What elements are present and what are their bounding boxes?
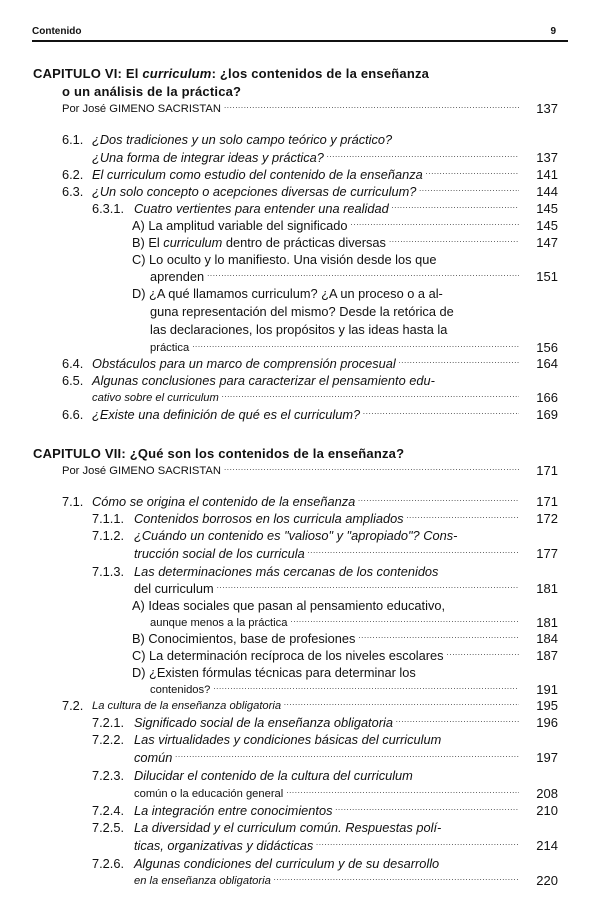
toc-page: 208 (536, 786, 558, 801)
toc-entry-cont: aunque menos a la práctica ..... (150, 614, 522, 632)
toc-page: 147 (536, 235, 558, 250)
toc-entry: 6.1. ¿Dos tradiciones y un solo campo teórico y práctico? (62, 132, 393, 147)
toc-page: 169 (536, 407, 558, 422)
toc-page: 151 (536, 269, 558, 284)
toc-entry-cont: ¿Una forma de integrar ideas y práctica? ..... (92, 149, 522, 167)
toc-entry: B) El curriculum dentro de prácticas diversas ..... (132, 234, 522, 252)
chapter-7-author: Por José GIMENO SACRISTAN (62, 465, 221, 477)
toc-page: 137 (536, 150, 558, 165)
toc-entry-cont: aprenden ..... (150, 268, 522, 286)
toc-entry-cont: trucción social de los curricula ..... (134, 545, 522, 563)
chapter-7-title: CAPITULO VII: ¿Qué son los contenidos de la enseñanza? (33, 446, 405, 461)
toc-entry: 7.2.5. La diversidad y el curriculum común. Respuestas polí- (92, 820, 442, 835)
toc-page: 195 (536, 698, 558, 713)
toc-entry: 6.3.1. Cuatro vertientes para entender una realidad ..... (92, 200, 522, 218)
chapter-6-title-line2: o un análisis de la práctica? (62, 84, 242, 99)
toc-page: 214 (536, 838, 558, 853)
toc-entry: 7.1. Cómo se origina el contenido de la enseñanza ..... (62, 493, 522, 511)
toc-page: 181 (536, 581, 558, 596)
toc-entry: 7.1.2. ¿Cuándo un contenido es "valioso" y "apropiado"? Cons- (92, 528, 458, 543)
toc-entry: 7.1.3. Las determinaciones más cercanas de los contenidos (92, 564, 439, 579)
toc-entry-cont: común o la educación general ..... (134, 785, 522, 803)
toc-entry: D) ¿A qué llamamos curriculum? ¿A un proceso o a al- (132, 286, 443, 301)
chapter-7-author-row (62, 462, 522, 480)
toc-entry: 7.2.6. Algunas condiciones del curriculum y de su desarrollo (92, 856, 440, 871)
header-section: Contenido (32, 26, 82, 37)
toc-entry: B) Conocimientos, base de profesiones ..... (132, 630, 522, 648)
toc-page: 184 (536, 631, 558, 646)
toc-entry-cont: guna representación del mismo? Desde la retórica de (150, 304, 454, 319)
toc-entry: 6.2. El curriculum como estudio del contenido de la enseñanza ..... (62, 166, 522, 184)
toc-entry: 7.2. La cultura de la enseñanza obligatoria ..... (62, 697, 522, 715)
toc-page: 145 (536, 218, 558, 233)
toc-entry: 6.6. ¿Existe una definición de qué es el curriculum? ..... (62, 406, 522, 424)
toc-entry: 7.1.1. Contenidos borrosos en los curricula ampliados ..... (92, 510, 522, 528)
chapter-6-author-page: 137 (536, 101, 558, 116)
toc-page: 171 (536, 494, 558, 509)
toc-entry-cont: contenidos? ..... (150, 681, 522, 699)
toc-page: 156 (536, 340, 558, 355)
chapter-6-author-row (62, 100, 522, 118)
toc-entry: C) Lo oculto y lo manifiesto. Una visión desde los que (132, 252, 437, 267)
toc-entry: A) Ideas sociales que pasan al pensamiento educativo, (132, 598, 446, 613)
toc-page: 177 (536, 546, 558, 561)
toc-page: 197 (536, 750, 558, 765)
toc-entry-cont: ticas, organizativas y didácticas ..... (134, 837, 522, 855)
toc-entry: D) ¿Existen fórmulas técnicas para determinar los (132, 665, 416, 680)
toc-entry: A) La amplitud variable del significado ..... (132, 217, 522, 235)
toc-entry: 7.2.2. Las virtualidades y condiciones básicas del curriculum (92, 732, 442, 747)
toc-entry: 7.2.1. Significado social de la enseñanza obligatoria ..... (92, 714, 522, 732)
toc-page: 172 (536, 511, 558, 526)
toc-entry: 6.4. Obstáculos para un marco de comprensión procesual ..... (62, 355, 522, 373)
toc-page: 141 (536, 167, 558, 182)
toc-page: 166 (536, 390, 558, 405)
toc-entry-cont: cativo sobre el curriculum ..... (92, 389, 522, 407)
toc-entry: C) La determinación recíproca de los niveles escolares ..... (132, 647, 522, 665)
toc-page: 145 (536, 201, 558, 216)
toc-entry-cont: del curriculum ..... (134, 580, 522, 598)
toc-page: 144 (536, 184, 558, 199)
toc-page: 187 (536, 648, 558, 663)
chapter-6-author: Por José GIMENO SACRISTAN (62, 103, 221, 115)
chapter-6-title: CAPITULO VI: El curriculum: ¿los contenidos de la enseñanza (33, 66, 430, 81)
toc-page: 181 (536, 615, 558, 630)
toc-page: 191 (536, 682, 558, 697)
toc-entry: 7.2.4. La integración entre conocimientos ..... (92, 802, 522, 820)
running-header (32, 26, 568, 42)
chapter-7-author-page: 171 (536, 463, 558, 478)
toc-page: 196 (536, 715, 558, 730)
toc-page: 164 (536, 356, 558, 371)
toc-entry: 6.5. Algunas conclusiones para caracterizar el pensamiento edu- (62, 373, 435, 388)
toc-entry-cont: común ..... (134, 749, 522, 767)
toc-entry-cont: práctica ..... (150, 339, 522, 357)
toc-entry-cont: en la enseñanza obligatoria ..... (134, 872, 522, 890)
toc-entry: 6.3. ¿Un solo concepto o acepciones diversas de curriculum? ..... (62, 183, 522, 201)
toc-page: 220 (536, 873, 558, 888)
header-page-number: 9 (550, 26, 556, 37)
toc-entry: 7.2.3. Dilucidar el contenido de la cultura del curriculum (92, 768, 413, 783)
toc-entry-cont: las declaraciones, los propósitos y las ideas hasta la (150, 322, 448, 337)
toc-page: 210 (536, 803, 558, 818)
